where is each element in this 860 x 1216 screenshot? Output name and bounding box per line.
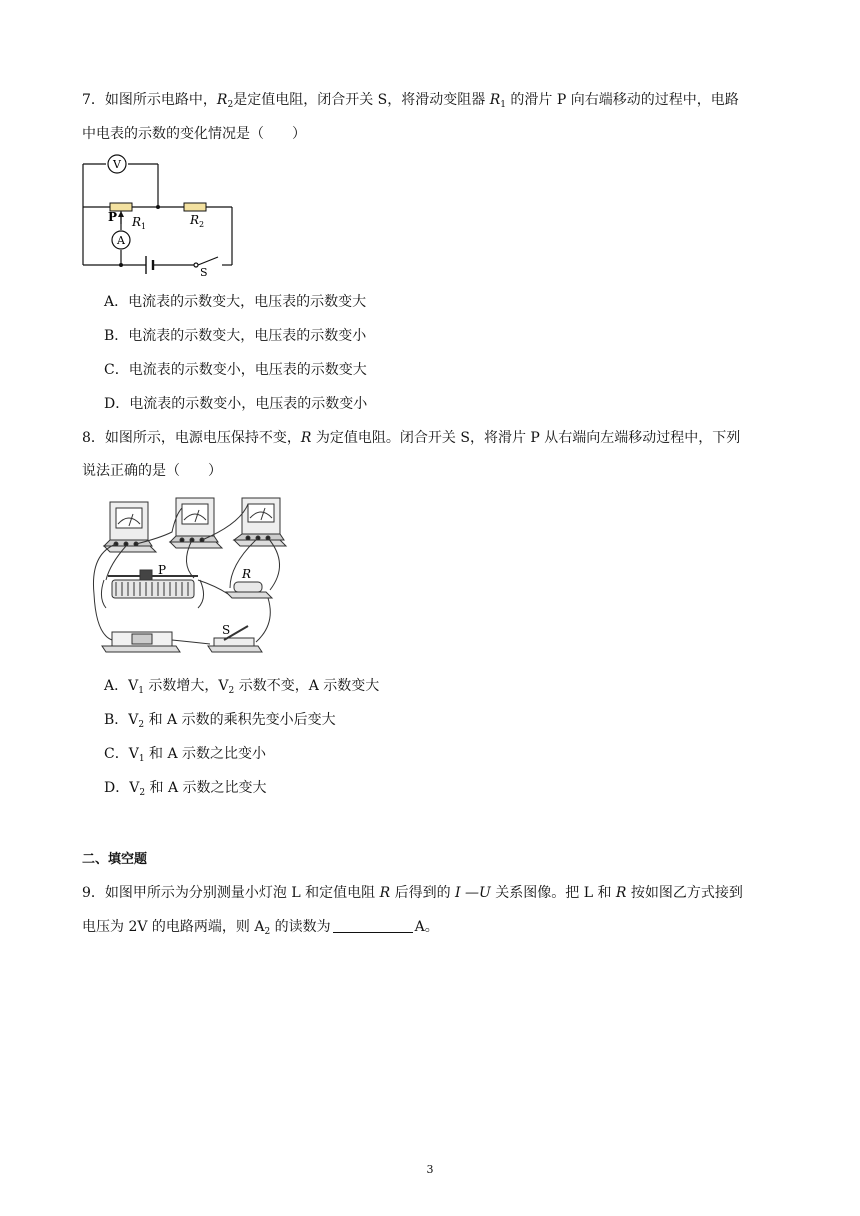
- fixed-resistor: [226, 582, 272, 598]
- switch: [208, 626, 262, 652]
- q7-option-c[interactable]: C．电流表的示数变小，电压表的示数变大: [104, 362, 367, 378]
- q8-option-a[interactable]: A．$V_1$ 示数增大，$V_2$ 示数不变，A 示数变大: [104, 678, 380, 696]
- rheostat: [101, 570, 203, 608]
- battery-holder: [102, 632, 180, 652]
- page-number: 3: [426, 1163, 434, 1176]
- svg-text:R1: $R_1$: [132, 215, 147, 231]
- q8-stem-line1: 8．如图所示，电源电压保持不变，R 为定值电阻。闭合开关 S，将滑片 P 从右端向左端移动过程中，下列: [82, 430, 741, 446]
- q7-stem-line1: 7．如图所示电路中，$R_2$是定值电阻，闭合开关 S，将滑动变阻器 $R_1$ 的滑片 P 向右端移动的过程中，电路: [82, 92, 739, 110]
- r2-label: R: [190, 213, 200, 227]
- q7-option-d[interactable]: D．电流表的示数变小，电压表的示数变小: [104, 396, 368, 412]
- meter-3: [234, 498, 286, 546]
- photo-r-label: R: [242, 567, 252, 581]
- q7-circuit-diagram: [80, 150, 240, 278]
- q9-answer-blank[interactable]: [333, 918, 413, 933]
- ammeter-label: A: [117, 234, 125, 247]
- q8-option-c[interactable]: C．$V_1$ 和 A 示数之比变小: [104, 746, 267, 764]
- q7-option-a[interactable]: A．电流表的示数变大，电压表的示数变大: [104, 294, 367, 310]
- r2-resistor: [184, 203, 206, 211]
- meter-1: [104, 502, 156, 552]
- meter-2: [170, 498, 222, 548]
- q7-option-b[interactable]: B．电流表的示数变大，电压表的示数变小: [104, 328, 367, 344]
- q7-stem-line2: 中电表的示数的变化情况是（ ）: [82, 126, 306, 142]
- svg-text:R2: $R_2$: [190, 213, 205, 229]
- switch-s-label: S: [200, 266, 208, 278]
- q8-option-d[interactable]: D．$V_2$ 和 A 示数之比变大: [104, 780, 267, 798]
- q9-stem-line2: 电压为 2V 的电路两端，则 $A_2$ 的读数为 A。: [82, 919, 439, 937]
- q8-apparatus-photo: [80, 494, 305, 662]
- q8-stem-line2: 说法正确的是（ ）: [82, 463, 222, 479]
- section-title-fill-in: 二、填空题: [82, 852, 148, 867]
- voltmeter-label: V: [113, 158, 121, 171]
- r1-label: R: [132, 215, 142, 229]
- photo-p-label: P: [158, 563, 167, 577]
- slider-p-label: P: [108, 210, 118, 224]
- photo-s-label: S: [222, 623, 231, 637]
- q9-stem-line1: 9．如图甲所示为分别测量小灯泡 L 和定值电阻 R 后得到的 I —U 关系图像。把 L 和 R 按如图乙方式接到: [82, 885, 743, 901]
- q8-option-b[interactable]: B．$V_2$ 和 A 示数的乘积先变小后变大: [104, 712, 336, 730]
